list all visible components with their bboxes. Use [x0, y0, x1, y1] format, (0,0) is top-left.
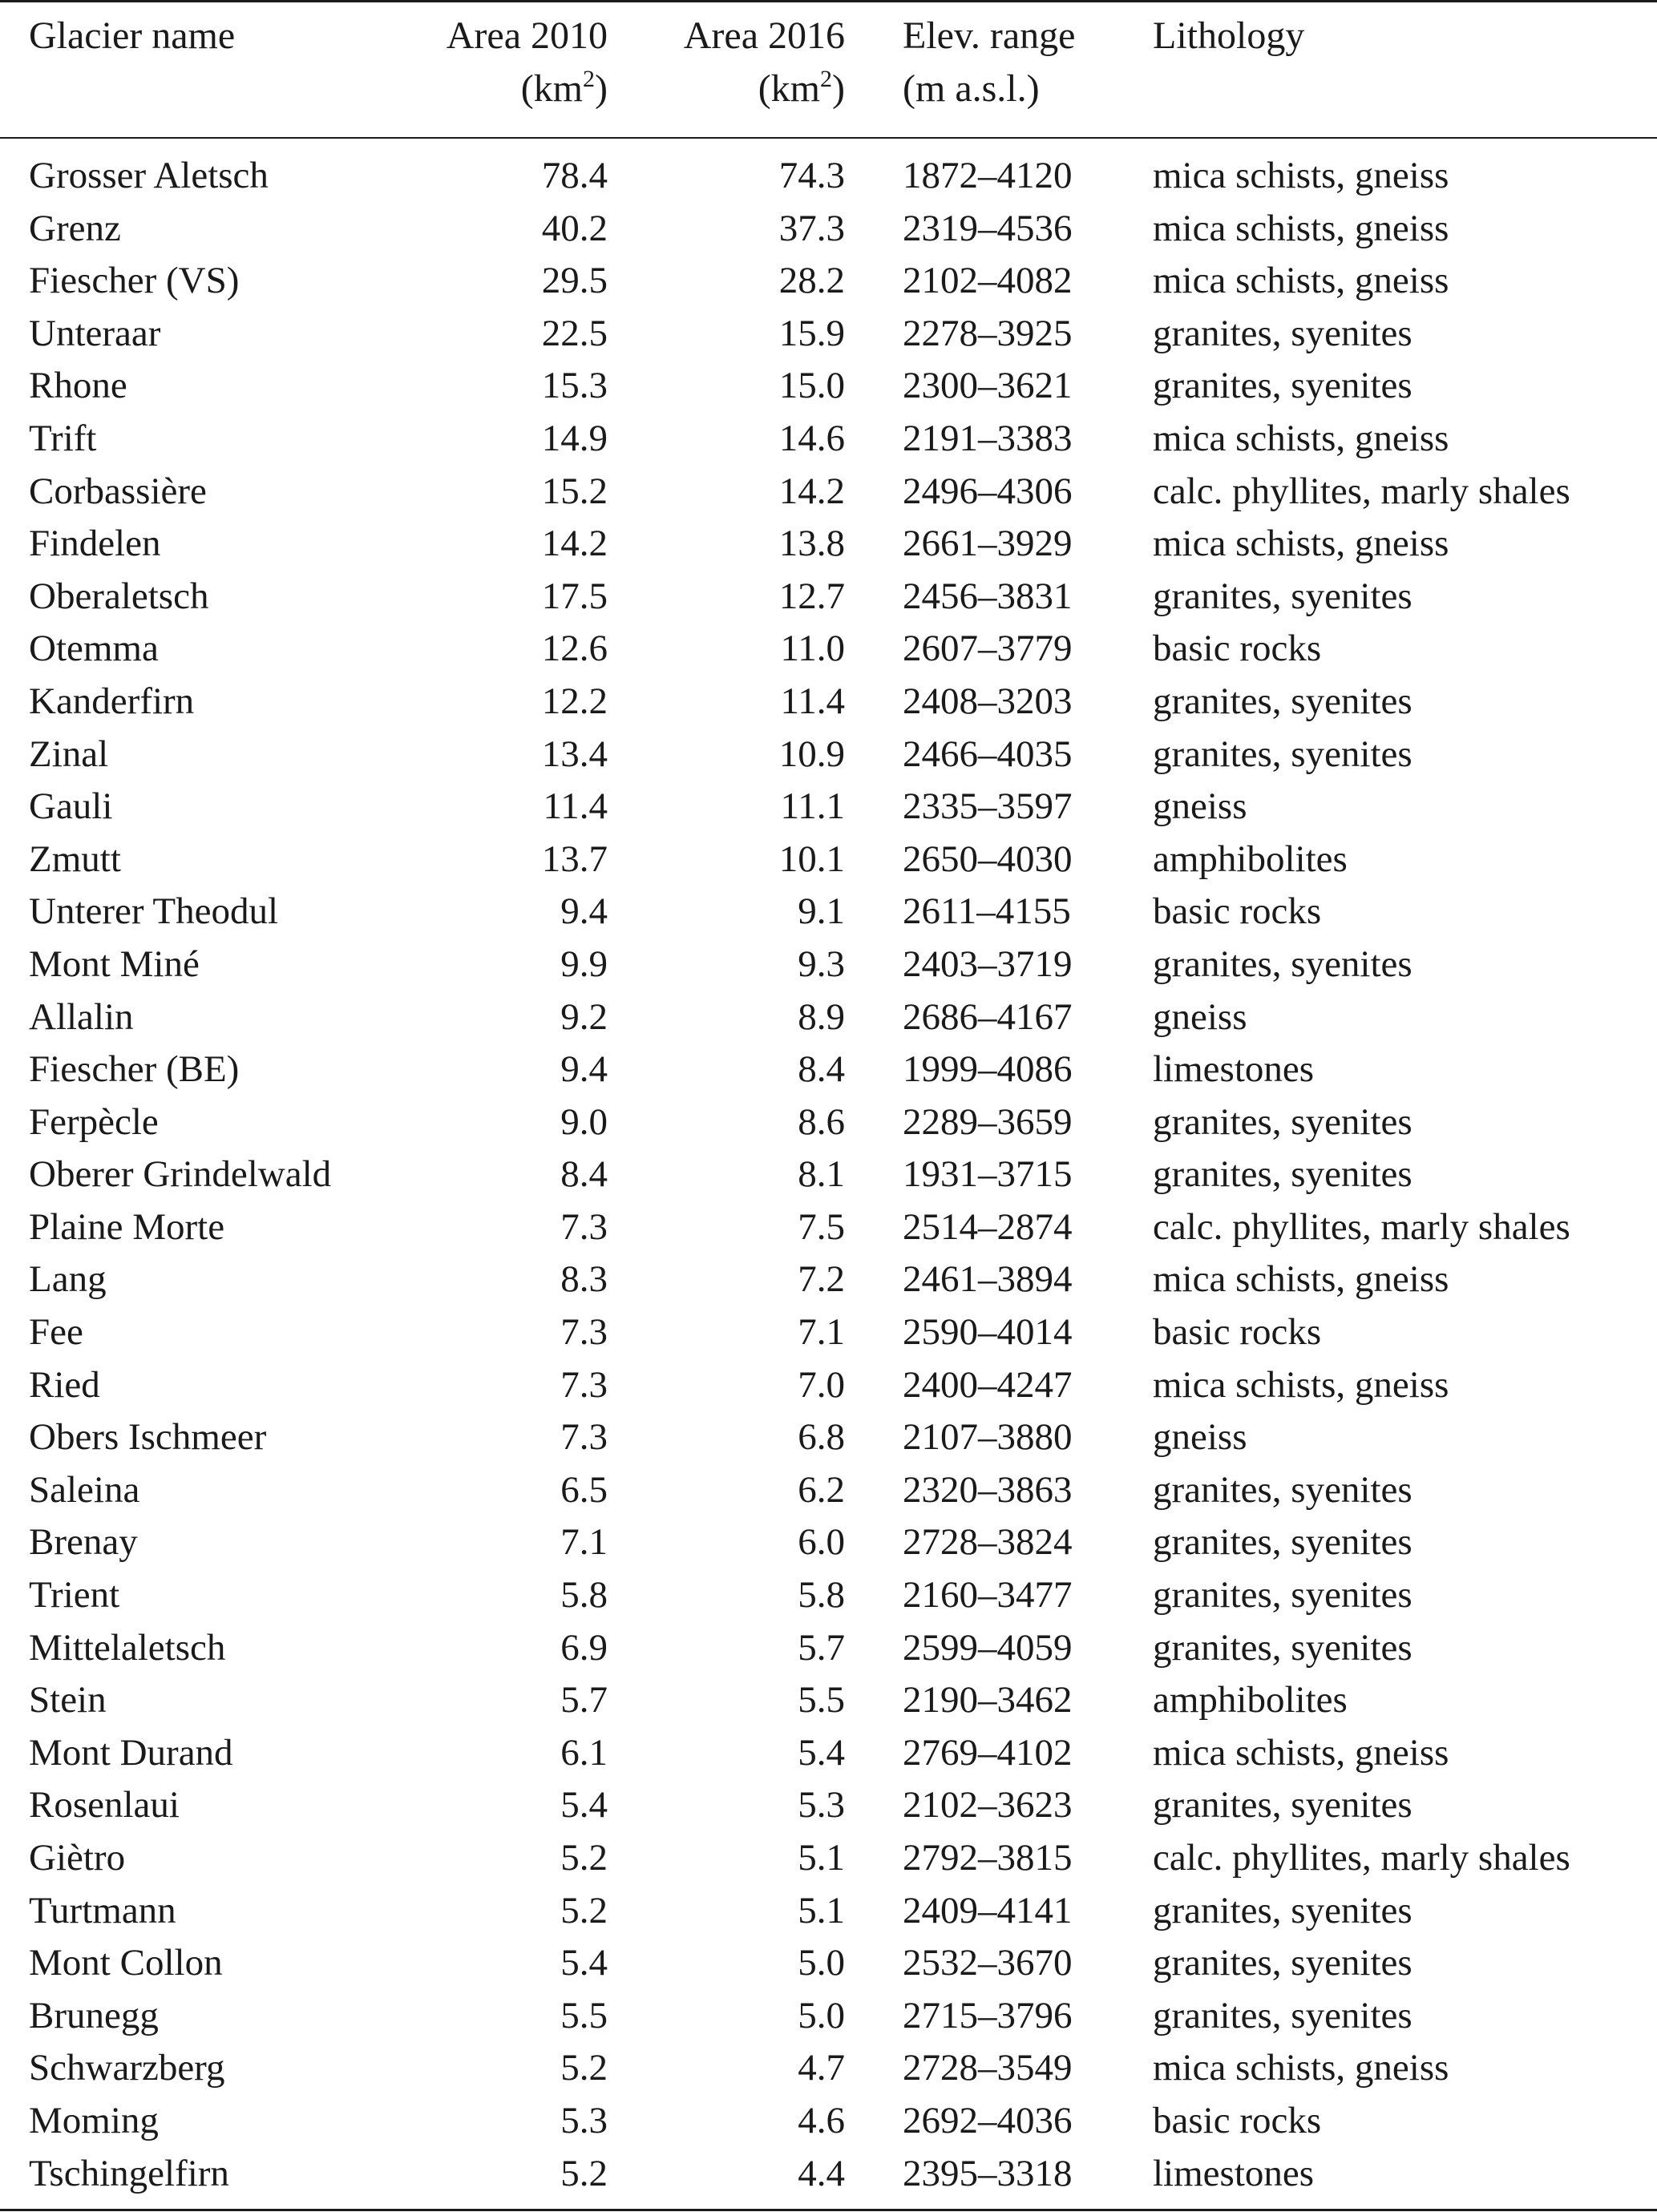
cell-area-2010: 5.4 — [560, 1942, 608, 1984]
cell-elevation-range: 2300–3621 — [903, 365, 1073, 407]
table-body — [0, 150, 1657, 2200]
cell-elevation-range: 2599–4059 — [903, 1626, 1073, 1669]
cell-lithology: granites, syenites — [1153, 1889, 1412, 1931]
cell-lithology: mica schists, gneiss — [1153, 2047, 1449, 2089]
cell-area-2010: 14.2 — [541, 523, 608, 565]
cell-elevation-range: 2408–3203 — [903, 680, 1073, 722]
cell-area-2010: 78.4 — [541, 155, 608, 196]
cell-area-2016: 6.0 — [798, 1521, 845, 1564]
cell-lithology: calc. phyllites, marly shales — [1153, 1205, 1570, 1248]
cell-area-2010: 13.7 — [541, 838, 608, 880]
cell-lithology: gneiss — [1153, 1416, 1247, 1459]
cell-glacier-name: Giètro — [29, 1837, 126, 1879]
cell-area-2016: 11.0 — [780, 628, 845, 670]
cell-lithology: calc. phyllites, marly shales — [1153, 470, 1570, 512]
cell-lithology: granites, syenites — [1153, 1153, 1412, 1196]
cell-lithology: amphibolites — [1153, 1679, 1348, 1722]
cell-elevation-range: 2728–3824 — [903, 1521, 1073, 1564]
cell-area-2010: 5.7 — [560, 1679, 608, 1722]
table-row — [0, 623, 1657, 676]
cell-glacier-name: Gauli — [29, 785, 113, 828]
cell-glacier-name: Allalin — [29, 995, 134, 1038]
header-rule — [0, 137, 1657, 139]
cell-lithology: granites, syenites — [1153, 733, 1412, 775]
cell-area-2010: 9.9 — [560, 943, 608, 985]
cell-area-2016: 4.4 — [798, 2152, 845, 2194]
cell-area-2016: 4.6 — [798, 2099, 845, 2141]
cell-lithology: granites, syenites — [1153, 312, 1412, 354]
cell-area-2016: 11.4 — [780, 680, 845, 722]
cell-glacier-name: Tschingelfirn — [29, 2152, 229, 2194]
cell-elevation-range: 2190–3462 — [903, 1679, 1073, 1722]
cell-elevation-range: 2769–4102 — [903, 1731, 1073, 1774]
cell-area-2016: 11.1 — [780, 785, 845, 828]
cell-area-2016: 28.2 — [778, 260, 845, 302]
table-header — [0, 10, 1657, 130]
cell-glacier-name: Ferpècle — [29, 1100, 159, 1143]
cell-area-2016: 15.0 — [778, 365, 845, 407]
cell-area-2016: 6.2 — [798, 1468, 845, 1511]
cell-lithology: gneiss — [1153, 995, 1247, 1038]
table-row — [0, 1411, 1657, 1464]
table-row — [0, 1569, 1657, 1622]
table-row — [0, 571, 1657, 624]
cell-area-2016: 5.5 — [798, 1679, 845, 1722]
table-row — [0, 834, 1657, 886]
cell-elevation-range: 2715–3796 — [903, 1994, 1073, 2036]
cell-lithology: basic rocks — [1153, 890, 1322, 933]
cell-lithology: mica schists, gneiss — [1153, 260, 1449, 302]
cell-elevation-range: 1931–3715 — [903, 1153, 1073, 1196]
cell-area-2010: 7.3 — [560, 1311, 608, 1354]
header-area-2016-unit: $(km^2)$ — [758, 66, 845, 110]
table-row — [0, 150, 1657, 203]
cell-elevation-range: 2191–3383 — [903, 417, 1073, 459]
cell-elevation-range: 2320–3863 — [903, 1468, 1073, 1511]
cell-glacier-name: Kanderfirn — [29, 680, 195, 722]
cell-glacier-name: Turtmann — [29, 1889, 176, 1931]
cell-glacier-name: Mont Miné — [29, 943, 200, 985]
cell-area-2016: 5.1 — [798, 1889, 845, 1931]
cell-area-2010: 29.5 — [541, 260, 608, 302]
cell-glacier-name: Corbassière — [29, 470, 207, 512]
cell-elevation-range: 2102–3623 — [903, 1784, 1073, 1827]
table-row — [0, 1727, 1657, 1780]
cell-glacier-name: Brunegg — [29, 1994, 159, 2036]
cell-area-2010: 9.2 — [560, 995, 608, 1038]
cell-elevation-range: 2400–4247 — [903, 1363, 1073, 1406]
cell-area-2016: 4.7 — [798, 2047, 845, 2089]
header-elevation-range: Elev. range (m a.s.l.) — [903, 14, 1076, 110]
cell-lithology: mica schists, gneiss — [1153, 1731, 1449, 1774]
table-row — [0, 1043, 1657, 1096]
table-row — [0, 991, 1657, 1044]
cell-area-2010: 6.9 — [560, 1626, 608, 1669]
cell-area-2010: 9.4 — [560, 1048, 608, 1091]
cell-lithology: basic rocks — [1153, 628, 1322, 670]
table-row — [0, 2095, 1657, 2148]
table-row — [0, 1990, 1657, 2043]
table-row — [0, 1832, 1657, 1885]
header-area-2016: Area 2016 $(km^2)$ — [684, 10, 845, 115]
cell-glacier-name: Mittelaletsch — [29, 1626, 226, 1669]
table-row — [0, 308, 1657, 361]
cell-area-2016: 7.2 — [798, 1258, 845, 1301]
cell-glacier-name: Brenay — [29, 1521, 138, 1564]
cell-glacier-name: Zinal — [29, 733, 109, 775]
cell-area-2010: 5.4 — [560, 1784, 608, 1827]
cell-glacier-name: Saleina — [29, 1468, 140, 1511]
table-row — [0, 1674, 1657, 1727]
cell-glacier-name: Unteraar — [29, 312, 161, 354]
cell-elevation-range: 2107–3880 — [903, 1416, 1073, 1459]
bottom-rule — [0, 2209, 1657, 2211]
cell-lithology: gneiss — [1153, 785, 1247, 828]
table-row — [0, 1201, 1657, 1254]
cell-glacier-name: Trift — [29, 417, 97, 459]
cell-glacier-name: Fiescher (VS) — [29, 260, 240, 302]
table-row — [0, 518, 1657, 571]
cell-lithology: granites, syenites — [1153, 1100, 1412, 1143]
cell-elevation-range: 2278–3925 — [903, 312, 1073, 354]
cell-elevation-range: 2319–4536 — [903, 207, 1073, 249]
cell-glacier-name: Rosenlaui — [29, 1784, 180, 1827]
table-row — [0, 203, 1657, 256]
cell-area-2016: 9.3 — [798, 943, 845, 985]
cell-glacier-name: Moming — [29, 2099, 159, 2141]
cell-lithology: granites, syenites — [1153, 1626, 1412, 1669]
cell-elevation-range: 2289–3659 — [903, 1100, 1073, 1143]
table-row — [0, 729, 1657, 781]
cell-area-2016: 74.3 — [778, 155, 845, 196]
table-row — [0, 1359, 1657, 1412]
cell-glacier-name: Grosser Aletsch — [29, 155, 269, 196]
cell-lithology: mica schists, gneiss — [1153, 1363, 1449, 1406]
cell-area-2016: 37.3 — [778, 207, 845, 249]
cell-area-2010: 5.2 — [560, 2047, 608, 2089]
cell-lithology: basic rocks — [1153, 2099, 1322, 2141]
cell-lithology: limestones — [1153, 1048, 1315, 1091]
cell-lithology: granites, syenites — [1153, 575, 1412, 617]
table-row — [0, 1885, 1657, 1938]
cell-elevation-range: 2395–3318 — [903, 2152, 1073, 2194]
cell-area-2010: 6.1 — [560, 1731, 608, 1774]
cell-area-2016: 5.0 — [798, 1994, 845, 2036]
cell-glacier-name: Otemma — [29, 628, 159, 670]
cell-elevation-range: 2692–4036 — [903, 2099, 1073, 2141]
cell-area-2016: 14.6 — [778, 417, 845, 459]
header-area-2010-unit: $(km^2)$ — [520, 66, 608, 110]
cell-area-2010: 8.4 — [560, 1153, 608, 1196]
cell-area-2010: 7.3 — [560, 1363, 608, 1406]
cell-area-2010: 5.2 — [560, 1889, 608, 1931]
cell-lithology: granites, syenites — [1153, 1574, 1412, 1617]
cell-lithology: mica schists, gneiss — [1153, 207, 1449, 249]
cell-elevation-range: 2590–4014 — [903, 1311, 1073, 1354]
table-row — [0, 1937, 1657, 1990]
cell-area-2010: 6.5 — [560, 1468, 608, 1511]
cell-glacier-name: Schwarzberg — [29, 2047, 225, 2089]
cell-area-2016: 5.1 — [798, 1837, 845, 1879]
cell-area-2010: 15.3 — [541, 365, 608, 407]
table-row — [0, 1516, 1657, 1569]
cell-area-2010: 5.5 — [560, 1994, 608, 2036]
cell-area-2016: 5.7 — [798, 1626, 845, 1669]
cell-glacier-name: Grenz — [29, 207, 121, 249]
cell-area-2010: 9.0 — [560, 1100, 608, 1143]
cell-elevation-range: 2686–4167 — [903, 995, 1073, 1038]
cell-area-2016: 8.1 — [798, 1153, 845, 1196]
table-row — [0, 1253, 1657, 1306]
cell-area-2016: 7.1 — [798, 1311, 845, 1354]
cell-area-2010: 14.9 — [541, 417, 608, 459]
cell-lithology: granites, syenites — [1153, 1994, 1412, 2036]
cell-area-2016: 5.4 — [798, 1731, 845, 1774]
cell-glacier-name: Stein — [29, 1679, 107, 1722]
cell-area-2010: 40.2 — [541, 207, 608, 249]
cell-glacier-name: Findelen — [29, 523, 161, 565]
cell-elevation-range: 2102–4082 — [903, 260, 1073, 302]
cell-lithology: granites, syenites — [1153, 365, 1412, 407]
table-row — [0, 255, 1657, 308]
cell-area-2010: 22.5 — [541, 312, 608, 354]
table-row — [0, 2042, 1657, 2095]
cell-area-2016: 8.4 — [798, 1048, 845, 1091]
cell-area-2016: 10.1 — [778, 838, 845, 880]
cell-glacier-name: Fee — [29, 1311, 83, 1354]
cell-elevation-range: 2514–2874 — [903, 1205, 1073, 1248]
cell-lithology: granites, syenites — [1153, 1784, 1412, 1827]
cell-area-2010: 7.3 — [560, 1416, 608, 1459]
cell-elevation-range: 2335–3597 — [903, 785, 1073, 828]
cell-lithology: mica schists, gneiss — [1153, 155, 1449, 196]
cell-area-2016: 6.8 — [798, 1416, 845, 1459]
cell-area-2016: 10.9 — [778, 733, 845, 775]
cell-lithology: mica schists, gneiss — [1153, 1258, 1449, 1301]
cell-glacier-name: Fiescher (BE) — [29, 1048, 240, 1091]
cell-elevation-range: 2792–3815 — [903, 1837, 1073, 1879]
cell-area-2010: 7.1 — [560, 1521, 608, 1564]
cell-area-2016: 9.1 — [798, 890, 845, 933]
cell-glacier-name: Oberaletsch — [29, 575, 209, 617]
cell-area-2010: 8.3 — [560, 1258, 608, 1301]
cell-glacier-name: Rhone — [29, 365, 127, 407]
table-row — [0, 1622, 1657, 1675]
cell-elevation-range: 2532–3670 — [903, 1942, 1073, 1984]
cell-lithology: limestones — [1153, 2152, 1315, 2194]
cell-area-2016: 8.9 — [798, 995, 845, 1038]
cell-area-2016: 5.8 — [798, 1574, 845, 1617]
cell-glacier-name: Trient — [29, 1574, 120, 1617]
cell-glacier-name: Lang — [29, 1258, 107, 1301]
cell-area-2010: 5.3 — [560, 2099, 608, 2141]
cell-area-2010: 9.4 — [560, 890, 608, 933]
cell-elevation-range: 2496–4306 — [903, 470, 1073, 512]
cell-lithology: mica schists, gneiss — [1153, 523, 1449, 565]
cell-elevation-range: 2403–3719 — [903, 943, 1073, 985]
cell-elevation-range: 2661–3929 — [903, 523, 1073, 565]
cell-lithology: calc. phyllites, marly shales — [1153, 1837, 1570, 1879]
cell-area-2010: 11.4 — [543, 785, 608, 828]
cell-area-2010: 12.2 — [541, 680, 608, 722]
cell-area-2010: 5.2 — [560, 1837, 608, 1879]
cell-elevation-range: 2409–4141 — [903, 1889, 1073, 1931]
cell-area-2016: 5.3 — [798, 1784, 845, 1827]
header-lithology: Lithology — [1153, 14, 1305, 57]
cell-glacier-name: Obers Ischmeer — [29, 1416, 267, 1459]
cell-area-2016: 8.6 — [798, 1100, 845, 1143]
cell-elevation-range: 2466–4035 — [903, 733, 1073, 775]
cell-glacier-name: Mont Durand — [29, 1731, 233, 1774]
table-row — [0, 1306, 1657, 1359]
cell-area-2010: 15.2 — [541, 470, 608, 512]
table-row — [0, 2148, 1657, 2201]
table-row — [0, 466, 1657, 519]
cell-area-2010: 13.4 — [541, 733, 608, 775]
top-rule — [0, 0, 1657, 2]
cell-lithology: granites, syenites — [1153, 680, 1412, 722]
table-row — [0, 781, 1657, 834]
table-row — [0, 676, 1657, 729]
cell-elevation-range: 1999–4086 — [903, 1048, 1073, 1091]
header-glacier-name: Glacier name — [29, 14, 236, 57]
header-area-2010: Area 2010 $(km^2)$ — [447, 10, 608, 115]
cell-glacier-name: Mont Collon — [29, 1942, 223, 1984]
cell-glacier-name: Ried — [29, 1363, 100, 1406]
table-row — [0, 413, 1657, 466]
table-row — [0, 360, 1657, 413]
cell-area-2016: 14.2 — [778, 470, 845, 512]
table-row — [0, 938, 1657, 991]
cell-lithology: granites, syenites — [1153, 1468, 1412, 1511]
cell-elevation-range: 2650–4030 — [903, 838, 1073, 880]
table-row — [0, 1148, 1657, 1201]
cell-area-2010: 12.6 — [541, 628, 608, 670]
cell-area-2010: 7.3 — [560, 1205, 608, 1248]
cell-area-2016: 7.5 — [798, 1205, 845, 1248]
cell-lithology: mica schists, gneiss — [1153, 417, 1449, 459]
cell-area-2016: 7.0 — [798, 1363, 845, 1406]
cell-area-2010: 5.8 — [560, 1574, 608, 1617]
cell-lithology: basic rocks — [1153, 1311, 1322, 1354]
cell-elevation-range: 1872–4120 — [903, 155, 1073, 196]
cell-glacier-name: Zmutt — [29, 838, 121, 880]
cell-area-2016: 12.7 — [778, 575, 845, 617]
table-row — [0, 1464, 1657, 1517]
cell-area-2010: 17.5 — [541, 575, 608, 617]
cell-elevation-range: 2160–3477 — [903, 1574, 1073, 1617]
cell-area-2016: 13.8 — [778, 523, 845, 565]
cell-glacier-name: Plaine Morte — [29, 1205, 225, 1248]
cell-lithology: granites, syenites — [1153, 1521, 1412, 1564]
cell-elevation-range: 2456–3831 — [903, 575, 1073, 617]
cell-lithology: granites, syenites — [1153, 1942, 1412, 1984]
table-row — [0, 886, 1657, 938]
cell-elevation-range: 2607–3779 — [903, 628, 1073, 670]
cell-area-2016: 5.0 — [798, 1942, 845, 1984]
cell-lithology: granites, syenites — [1153, 943, 1412, 985]
table-row — [0, 1779, 1657, 1832]
cell-area-2016: 15.9 — [778, 312, 845, 354]
cell-lithology: amphibolites — [1153, 838, 1348, 880]
cell-glacier-name: Oberer Grindelwald — [29, 1153, 332, 1196]
cell-elevation-range: 2728–3549 — [903, 2047, 1073, 2089]
cell-elevation-range: 2461–3894 — [903, 1258, 1073, 1301]
cell-area-2010: 5.2 — [560, 2152, 608, 2194]
cell-glacier-name: Unterer Theodul — [29, 890, 279, 933]
cell-elevation-range: 2611–4155 — [903, 890, 1071, 933]
table-row — [0, 1096, 1657, 1149]
